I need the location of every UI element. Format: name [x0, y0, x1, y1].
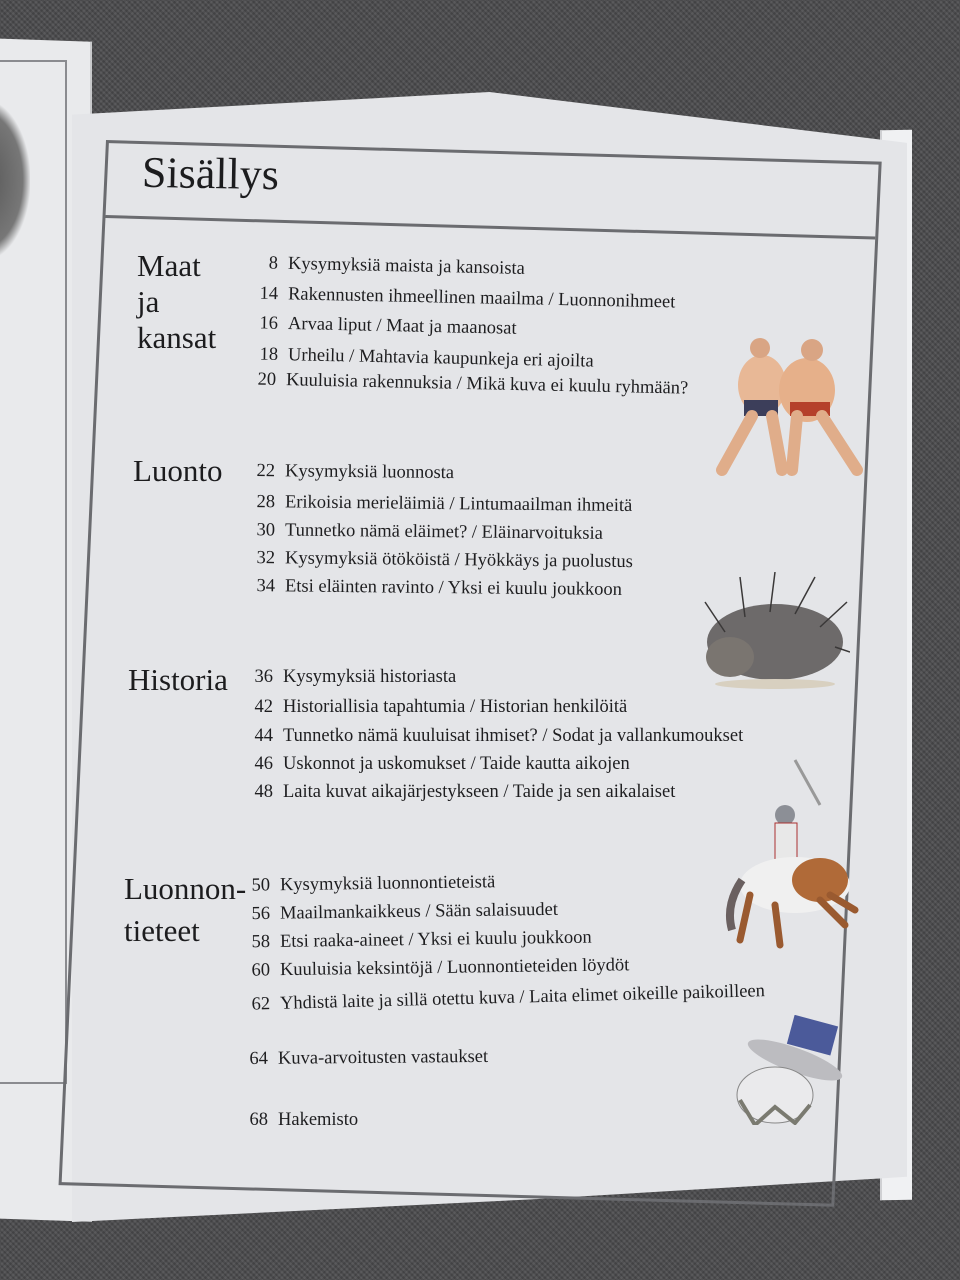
toc-entry[interactable]	[245, 754, 630, 775]
section-label-line: Historia	[128, 662, 228, 697]
toc-entry[interactable]	[242, 900, 558, 925]
section-label-line: tieteet	[124, 913, 200, 948]
entry-title: Kysymyksiä luonnosta	[284, 461, 455, 484]
space-probe-illustration	[720, 1015, 845, 1125]
entry-title: Kuuluisia keksintöjä / Luonnontieteiden löydöt	[279, 955, 630, 981]
entry-title: Tunnetko nämä eläimet? / Eläinarvoituksia	[284, 520, 603, 544]
page-number: 22	[256, 461, 276, 482]
entry-title: Kysymyksiä maista ja kansoista	[287, 253, 526, 279]
entry-title: Tunnetko nämä kuuluisat ihmiset? / Sodat ja vallankumoukset	[283, 726, 744, 746]
page-number: 8	[268, 253, 279, 274]
entry-title: Yhdistä laite ja sillä otettu kuva / Laita elimet oikeille paikoilleen	[279, 981, 766, 1014]
toc-entry[interactable]	[247, 492, 632, 517]
knight-on-horse-illustration	[720, 755, 860, 955]
entry-title: Urheilu / Mahtavia kaupunkeja eri ajoilta	[287, 345, 594, 372]
page-number: 20	[257, 369, 277, 390]
page-title: Sisällys	[141, 147, 280, 200]
entry-title: Kuuluisia rakennuksia / Mikä kuva ei kuulu ryhmään?	[285, 370, 689, 399]
entry-title: Kuva-arvoitusten vastaukset	[277, 1046, 489, 1069]
toc-entry[interactable]	[242, 872, 496, 897]
toc-entry[interactable]	[245, 726, 743, 747]
page-number: 44	[254, 726, 273, 746]
toc-entry[interactable]	[247, 520, 603, 545]
entry-title: Kysymyksiä ötököistä / Hyökkäys ja puolustus	[284, 548, 634, 573]
section-label-line: kansat	[137, 320, 217, 355]
entry-title: Laita kuvat aikajärjestykseen / Taide ja sen aikalaiset	[283, 782, 676, 802]
page-number: 18	[259, 344, 279, 365]
toc-entry[interactable]	[245, 667, 456, 688]
page-number: 14	[259, 283, 279, 305]
sumo-wrestlers-illustration	[712, 330, 867, 480]
section-label-line: ja	[137, 284, 160, 319]
entry-title: Kysymyksiä historiasta	[283, 667, 457, 687]
porcupine-illustration	[695, 572, 850, 692]
toc-entry-answers[interactable]	[240, 1047, 488, 1070]
page-number: 28	[256, 492, 276, 513]
toc-entry-index[interactable]	[240, 1110, 358, 1131]
entry-title: Arvaa liput / Maat ja maanosat	[287, 314, 517, 339]
entry-title: Hakemisto	[278, 1110, 359, 1130]
toc-entry[interactable]	[247, 548, 633, 573]
section-label-line: Luonnon-	[124, 871, 247, 906]
page-number: 32	[256, 548, 276, 569]
section-label-line: Luonto	[133, 453, 223, 488]
left-page-illustration	[0, 100, 30, 260]
entry-title: Etsi eläinten ravinto / Yksi ei kuulu joukkoon	[284, 576, 623, 600]
page-number: 16	[259, 313, 279, 334]
page-number: 58	[251, 932, 271, 953]
section-label-historia	[128, 662, 228, 698]
page-number: 60	[251, 960, 271, 981]
page-number: 46	[254, 754, 273, 774]
entry-title: Erikoisia merieläimiä / Lintumaailman ihmeitä	[284, 492, 633, 517]
entry-title: Historiallisia tapahtumia / Historian henkilöitä	[283, 697, 628, 717]
page-number: 34	[256, 576, 276, 597]
page-number: 56	[251, 903, 271, 925]
page-number: 30	[256, 520, 276, 541]
page-number: 64	[249, 1048, 269, 1069]
page-number: 68	[249, 1110, 268, 1130]
page-number: 50	[251, 875, 271, 896]
entry-title: Rakennusten ihmeellinen maailma / Luonnonihmeet	[287, 284, 676, 313]
page-number: 36	[254, 667, 273, 687]
entry-title: Uskonnot ja uskomukset / Taide kautta aikojen	[283, 754, 630, 774]
section-label-line: Maat	[137, 248, 201, 283]
toc-entry[interactable]	[245, 697, 627, 718]
entry-title: Etsi raaka-aineet / Yksi ei kuulu joukkoon	[279, 927, 592, 952]
section-label-luonto	[133, 453, 223, 489]
page-number: 62	[251, 994, 271, 1015]
toc-entry[interactable]	[245, 782, 675, 803]
toc-entry[interactable]	[247, 461, 454, 484]
section-label-luonnontieteet	[124, 868, 246, 952]
entry-title: Maailmankaikkeus / Sään salaisuudet	[279, 899, 559, 924]
page-number: 42	[254, 697, 273, 717]
entry-title: Kysymyksiä luonnontieteistä	[279, 872, 496, 896]
page-number: 48	[254, 782, 273, 802]
title-divider	[105, 215, 875, 239]
toc-entry[interactable]	[247, 576, 622, 601]
section-label-maat-ja-kansat	[137, 248, 216, 356]
